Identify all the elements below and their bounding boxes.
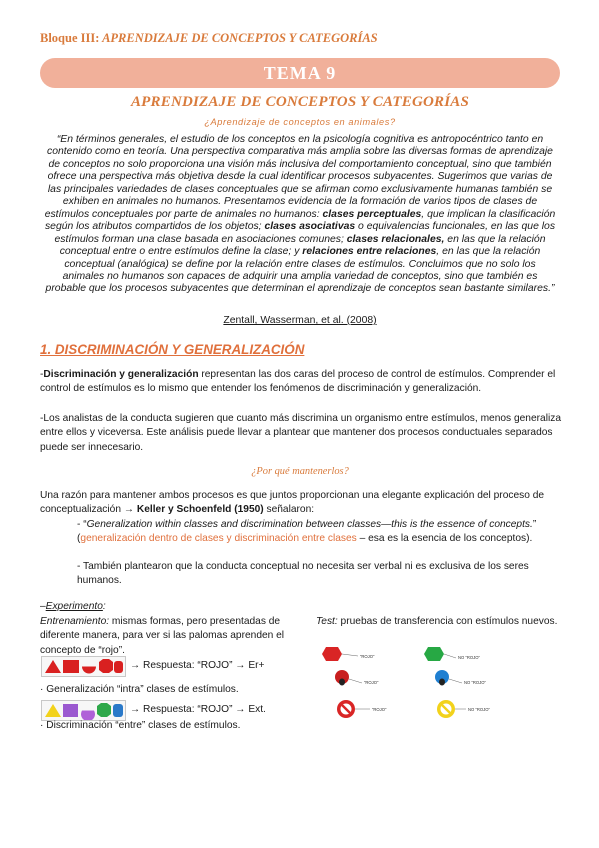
label-no-rojo-3: NO “ROJO” — [468, 707, 490, 712]
quote-term-associative: clases asociativas — [264, 221, 356, 233]
red-pacman-shape — [82, 667, 96, 674]
connector-line — [449, 679, 462, 683]
blue-cylinder-shape — [113, 704, 123, 717]
experiment-heading — [40, 601, 106, 612]
block-prefix: Bloque III: — [40, 31, 100, 45]
connector-line — [444, 654, 456, 658]
red-cylinder-shape — [114, 661, 123, 673]
bullet-1-tail: – esa es la esencia de los conceptos). — [356, 533, 533, 545]
violet-pacman-shape — [81, 711, 95, 721]
training-stimuli-red — [41, 656, 126, 677]
quote-text: “En términos generales, el estudio de los conceptos en la psicología cognitiva es antropocéntrico tanto en contenido como en teoría. Una perspectiva comparativa más amplia sobre las diversas formas de aprendizaje de conceptos no solo proporciona una visión más inclusiva del comportamiento conceptual, sino que también ofrece una perspectiva más objetiva desde la cual identificar procesos subyacentes. Sugerimos que varias de las principales variedades de clases conceptuales que se afirman como exclusivamente humanas también se exhiben en animales no humanos. Presentamos evidencia de la formación de varios tipos de clases de estímulos conceptuales por parte de animales no humanos: — [44, 134, 553, 220]
red-triangle-shape — [45, 660, 61, 673]
label-no-rojo-1: NO “ROJO” — [458, 655, 480, 660]
connector-line — [349, 679, 362, 683]
paragraph-2: -Los analistas de la conducta sugieren que cuanto más discrimina un organismo entre estímulos, menos generaliza entre ellos y viceversa. Este análisis puede llevar a plantear que mantener dos procesos conductuales separados puede ser innecesario. — [40, 413, 561, 453]
quote-text: en las que la relación conceptual entre o entre estímulos define la clase; y — [59, 233, 546, 258]
page-subtitle: ¿Aprendizaje de conceptos en animales? — [204, 117, 396, 127]
training-stimuli-colors — [41, 700, 126, 721]
block-header — [40, 31, 378, 46]
intro-quote — [44, 134, 556, 296]
p3-text: Una razón para mantener ambos procesos es que juntos proporcionan una elegante explicación del proceso de conceptualización → — [40, 490, 545, 516]
quote-term-relations-between: relaciones entre relaciones — [302, 246, 437, 258]
tema-label: TEMA 9 — [263, 63, 337, 83]
label-rojo-2: “ROJO” — [364, 680, 379, 685]
red-hexagon-icon — [322, 647, 342, 661]
section-heading: 1. DISCRIMINACIÓN Y GENERALIZACIÓN — [40, 342, 305, 357]
paragraph-1 — [40, 368, 564, 397]
green-hexagon-icon — [424, 647, 444, 661]
bullet-1 — [77, 518, 567, 547]
green-octagon-shape — [97, 703, 111, 717]
colored-shapes-image — [42, 701, 125, 720]
experiment-dash: – — [40, 601, 46, 612]
generalization-note: · Generalización “intra” clases de estímulos. — [40, 684, 239, 695]
red-square-shape — [63, 660, 79, 673]
training-text: mismas formas, pero presentadas de diferente manera, para ver si las palomas aprenden el concepto de “rojo”. — [40, 616, 285, 656]
button-base — [339, 679, 345, 686]
red-octagon-shape — [99, 659, 113, 673]
quote-term-relational: clases relacionales, — [346, 233, 445, 245]
transfer-test-figure — [316, 645, 566, 725]
discrimination-note: · Discriminación “entre” clases de estímulos. — [40, 720, 241, 731]
label-rojo-3: “ROJO” — [372, 707, 387, 712]
bullet-1-english-quote: Generalization within classes and discrimination between classes—this is the essence of concepts. — [86, 519, 533, 530]
purple-square-shape — [63, 704, 78, 717]
quote-text: o equivalencias funcionales, en las que los estímulos forman una clase basada en asociaciones comunes; — [54, 221, 556, 245]
training-response-red: → Respuesta: “ROJO” → Er+ — [130, 660, 265, 671]
label-rojo-1: “ROJO” — [360, 654, 375, 659]
quote-text: , que implican la clasificación según los atributos compartidos de los objetos; — [44, 208, 556, 233]
p1-bold-term: Discriminación y generalización — [43, 369, 199, 380]
bullet-1-close: ” ( — [77, 519, 537, 545]
p1-lead: - — [40, 369, 44, 380]
p1-text: representan las dos caras del proceso de control de estímulos. Comprender el control de estímulos es lo mismo que entender los fenómenos de discriminación y generalización. — [40, 369, 556, 395]
experiment-title: Experimento — [45, 601, 103, 612]
red-shapes-image — [42, 657, 125, 676]
yellow-triangle-shape — [45, 704, 61, 717]
experiment-colon: : — [102, 601, 106, 612]
subheading-question: ¿Por qué mantenerlos? — [251, 466, 349, 477]
button-base — [439, 679, 445, 686]
page-title: APRENDIZAJE DE CONCEPTOS Y CATEGORÍAS — [130, 94, 470, 110]
p3-tail: señalaron: — [263, 504, 315, 516]
quote-text: , en las que la relación conceptual (analógica) se define por la relación entre clases de estímulos. Concluimos que no solo los animales no humanos son capaces de adquirir una amplia variedad de conceptos, sino que también es probable que los procesos subyacentes que determinan el aprendizaje de conceptos sean bastante similares.” — [45, 246, 555, 295]
training-label: Entrenamiento: — [40, 616, 110, 627]
p3-bold-reference: Keller y Schoenfeld (1950) — [136, 504, 264, 516]
bullet-2: - También plantearon que la conducta conceptual no necesita ser verbal ni es exclusiva de los seres humanos. — [77, 561, 529, 587]
bullet-1-translation: generalización dentro de clases y discriminación entre clases — [80, 533, 357, 545]
bullet-1-lead: - “ — [77, 519, 87, 530]
training-response-colors: → Respuesta: “ROJO” → Ext. — [130, 704, 266, 715]
test-label: Test: — [316, 616, 338, 627]
training-description — [40, 615, 290, 658]
connector-line — [342, 654, 358, 656]
paragraph-3 — [40, 489, 564, 518]
test-text: pruebas de transferencia con estímulos nuevos. — [337, 616, 558, 627]
block-title: APRENDIZAJE DE CONCEPTOS Y CATEGORÍAS — [102, 31, 378, 45]
label-no-rojo-2: NO “ROJO” — [464, 680, 486, 685]
test-description — [316, 615, 566, 629]
quote-citation: Zentall, Wasserman, et al. (2008) — [223, 315, 377, 326]
quote-term-perceptual: clases perceptuales — [322, 208, 422, 220]
